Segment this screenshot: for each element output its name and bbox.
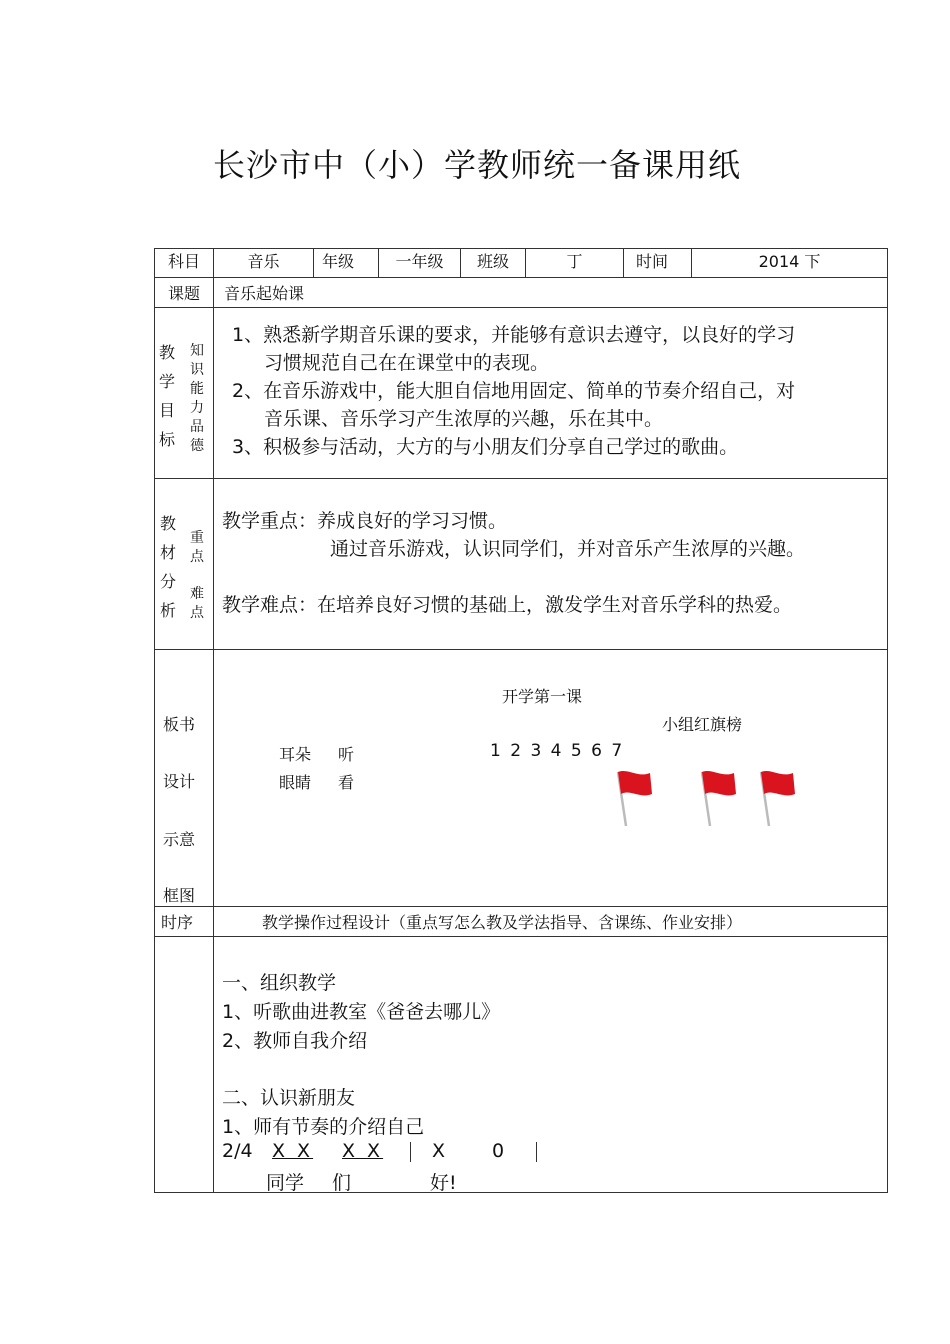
objective-1-line-2: 习惯规范自己在在课堂中的表现。: [264, 352, 550, 374]
process-content: [214, 937, 888, 1193]
objectives-label-1: 学: [159, 372, 176, 391]
rhythm-meter: 2/4: [222, 1140, 253, 1162]
grade-value: 一年级: [379, 249, 461, 278]
analysis-sublabel-2-0: 难: [190, 586, 204, 602]
analysis-sublabel-1-0: 重: [190, 530, 204, 546]
board-heading: 开学第一课: [502, 687, 583, 706]
board-label-cell: [155, 650, 214, 907]
analysis-label-0: 教: [160, 514, 177, 533]
rhythm-beat-4: 0: [492, 1140, 505, 1162]
objectives-sublabel-3: 力: [190, 400, 204, 416]
topic-value: 音乐起始课: [214, 278, 888, 308]
analysis-sublabel-1-1: 点: [190, 549, 204, 565]
board-label-1: 设计: [163, 772, 196, 791]
subject-value: 音乐: [214, 249, 314, 278]
analysis-difficulty: 教学难点：在培养良好习惯的基础上，激发学生对音乐学科的热爱。: [222, 594, 793, 616]
process-section-1-item-1: 1、听歌曲进教室《爸爸去哪儿》: [222, 1001, 501, 1023]
process-section-2-item-1: 1、师有节奏的介绍自己: [222, 1116, 425, 1138]
lyric-2: 们: [332, 1172, 352, 1194]
rhythm-beat-2: X X: [342, 1140, 384, 1162]
subject-label: 科目: [155, 249, 214, 278]
red-flag-icon: [755, 768, 799, 828]
process-row: [155, 937, 888, 1193]
analysis-content: [214, 479, 888, 650]
objectives-label-cell: [155, 308, 214, 479]
time-value: 2014 下: [692, 249, 888, 278]
board-label-2: 示意: [163, 830, 196, 849]
process-header-row: [155, 907, 888, 937]
objective-3-line-1: 3、积极参与活动，大方的与小朋友们分享自己学过的歌曲。: [232, 436, 739, 458]
red-flag-icon: [696, 768, 740, 828]
objectives-sublabel-2: 能: [190, 381, 204, 397]
bar-line: [410, 1142, 411, 1162]
objectives-row: [155, 308, 888, 479]
objectives-sublabel-0: 知: [190, 343, 204, 359]
process-section-2: 二、认识新朋友: [222, 1087, 356, 1109]
objectives-sublabel-5: 德: [190, 438, 204, 454]
board-label-3: 框图: [163, 886, 196, 905]
red-flag-icon: [612, 768, 656, 828]
analysis-focus-1: 教学重点：养成良好的学习习惯。: [222, 510, 508, 532]
board-look: 看: [338, 773, 355, 792]
time-label: 时间: [624, 249, 692, 278]
objectives-label-3: 标: [159, 430, 176, 449]
process-section-1-item-2: 2、教师自我介绍: [222, 1030, 368, 1052]
rhythm-beat-3: X: [432, 1140, 446, 1162]
lyric-3: 好!: [430, 1172, 457, 1194]
lyric-1: 同学: [266, 1172, 305, 1194]
board-numbers: 1 2 3 4 5 6 7: [490, 741, 625, 761]
process-section-1: 一、组织教学: [222, 972, 337, 994]
analysis-row: [155, 479, 888, 650]
topic-row: [155, 278, 888, 308]
objectives-sublabel-4: 品: [190, 419, 204, 435]
board-content: [214, 650, 888, 907]
objectives-label-0: 教: [159, 343, 176, 362]
page-title: 长沙市中（小）学教师统一备课用纸: [213, 146, 742, 184]
board-listen: 听: [338, 745, 355, 764]
objectives-sublabel-1: 识: [190, 362, 204, 378]
header-row: [155, 249, 888, 278]
bar-line: [536, 1142, 537, 1162]
grade-label: 年级: [314, 249, 379, 278]
class-label: 班级: [461, 249, 526, 278]
class-value: 丁: [526, 249, 624, 278]
analysis-label-2: 分: [160, 572, 177, 591]
board-ear: 耳朵: [279, 745, 312, 764]
analysis-focus-2: 通过音乐游戏，认识同学们，并对音乐产生浓厚的兴趣。: [330, 538, 806, 560]
objective-2-line-2: 音乐课、音乐学习产生浓厚的兴趣，乐在其中。: [264, 408, 664, 430]
board-eye: 眼睛: [279, 773, 312, 792]
process-header-value: 教学操作过程设计（重点写怎么教及学法指导、含课练、作业安排）: [214, 907, 888, 937]
objective-1-line-1: 1、熟悉新学期音乐课的要求，并能够有意识去遵守，以良好的学习: [232, 324, 796, 346]
objective-2-line-1: 2、在音乐游戏中，能大胆自信地用固定、简单的节奏介绍自己，对: [232, 380, 796, 402]
objectives-content: [214, 308, 888, 479]
lesson-plan-table: [154, 248, 888, 1193]
objectives-label-2: 目: [159, 401, 176, 420]
process-order-cell: [155, 937, 214, 1193]
board-flag-title: 小组红旗榜: [662, 715, 743, 734]
board-label-0: 板书: [163, 715, 196, 734]
process-order-label: 时序: [155, 907, 214, 937]
board-row: [155, 650, 888, 907]
analysis-label-cell: [155, 479, 214, 650]
analysis-sublabel-2-1: 点: [190, 605, 204, 621]
rhythm-beat-1: X X: [272, 1140, 314, 1162]
analysis-label-3: 析: [160, 601, 177, 620]
analysis-label-1: 材: [160, 543, 177, 562]
topic-label: 课题: [155, 278, 214, 308]
